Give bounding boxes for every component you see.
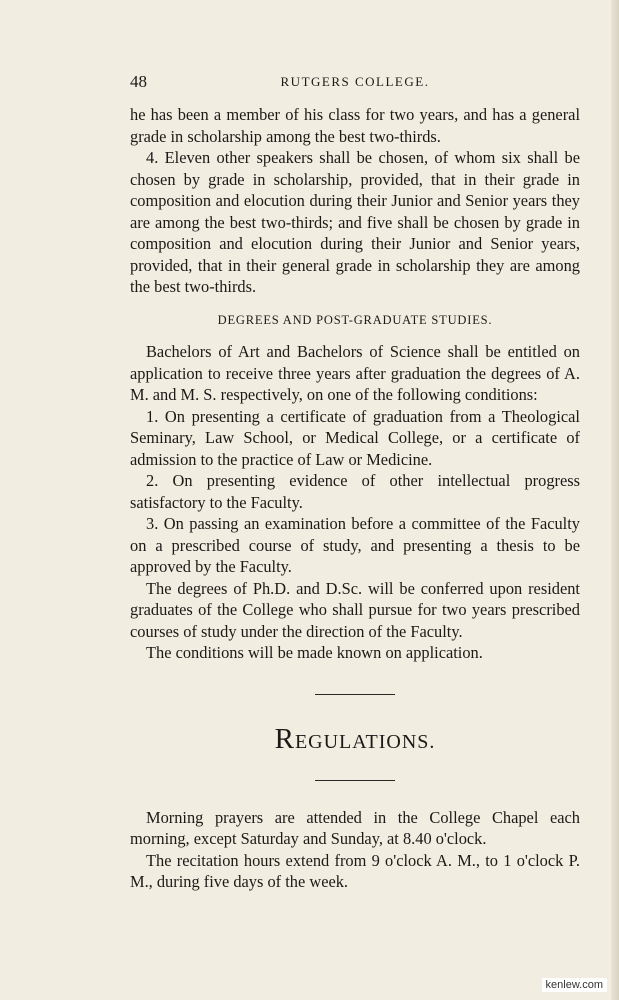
paragraph-degrees-intro: Bachelors of Art and Bachelors of Science shall be entitled on application to receive three years after graduation the degrees of A. M. and M. S. respectively, on one of the following conditions: — [130, 342, 580, 404]
divider-rule-upper — [315, 694, 395, 695]
paragraph-condition-2: 2. On presenting evidence of other intellectual progress satisfactory to the Faculty. — [130, 471, 580, 512]
regulations-heading-initial: R — [274, 722, 295, 755]
paragraph-continued: he has been a member of his class for two years, and has a general grade in scholarship among the best two-thirds. — [130, 105, 580, 146]
regulations-heading — [130, 721, 580, 760]
page-edge — [611, 0, 619, 1000]
page-number: 48 — [130, 72, 147, 91]
watermark-text: kenlew.com — [542, 978, 607, 992]
paragraph-doctoral-degrees: The degrees of Ph.D. and D.Sc. will be conferred upon resident graduates of the College who shall pursue for two years prescribed courses of study under the direction of the Faculty. — [130, 578, 580, 641]
paragraph-recitation-hours: The recitation hours extend from 9 o'clock A. M., to 1 o'clock P. M., during five days of the week. — [130, 850, 580, 891]
running-head — [130, 72, 580, 94]
section-heading-degrees: DEGREES AND POST-GRADUATE STUDIES. — [217, 312, 493, 327]
paragraph-condition-1: 1. On presenting a certificate of graduation from a Theological Seminary, Law School, or Medical College, or a certificate of admission to the practice of Law or Medicine. — [130, 406, 580, 469]
paragraph-morning-prayers: Morning prayers are attended in the College Chapel each morning, except Saturday and Sunday, at 8.40 o'clock. — [130, 807, 580, 848]
page-body — [130, 104, 580, 893]
regulations-heading-rest: EGULATIONS. — [294, 730, 436, 753]
paragraph-conditions-note: The conditions will be made known on application. — [146, 643, 483, 662]
paragraph-speakers: 4. Eleven other speakers shall be chosen, of whom six shall be chosen by grade in scholarship, provided, that in their grade in composition and elocution during their Junior and Senior years they are among the best two-thirds; and five shall be chosen by grade in composition and elocution during their Junior and Senior years, provided, that in their general grade in scholarship they are among the best two-thirds. — [130, 148, 580, 296]
running-title: RUTGERS COLLEGE. — [280, 74, 430, 89]
paragraph-condition-3: 3. On passing an examination before a committee of the Faculty on a prescribed course of study, and presenting a thesis to be approved by the Faculty. — [130, 514, 580, 576]
